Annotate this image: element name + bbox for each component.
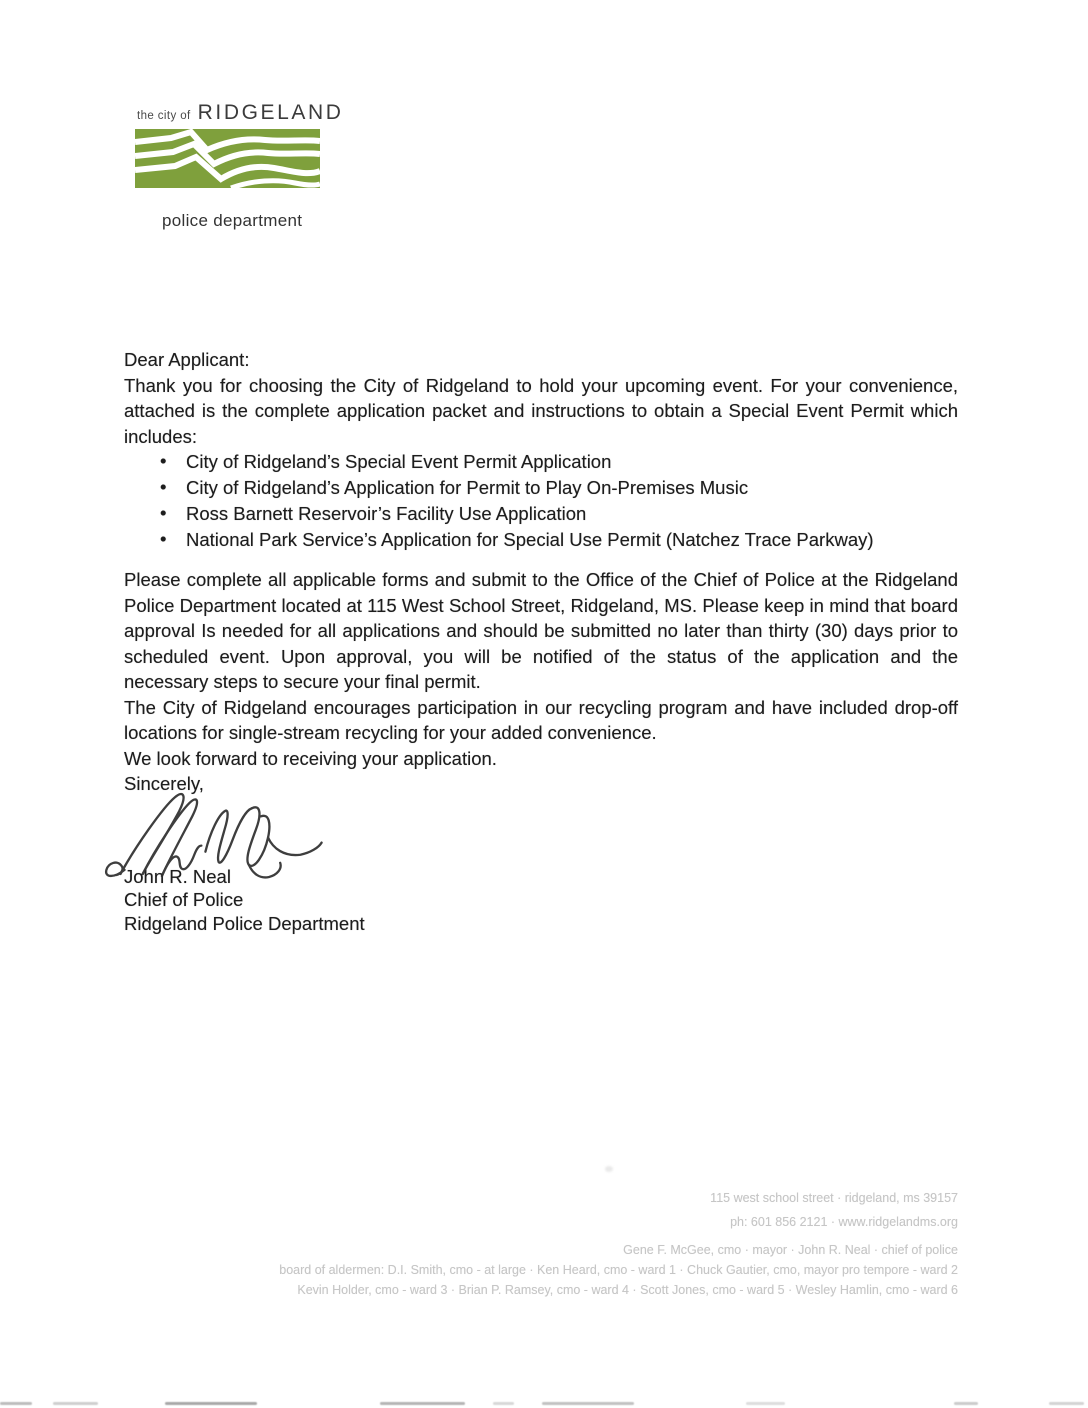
scan-artifact	[53, 1402, 98, 1405]
footer-address: 115 west school street · ridgeland, ms 39157	[710, 1191, 958, 1205]
scan-artifact	[0, 1402, 32, 1405]
scan-artifact	[493, 1402, 514, 1405]
closing-word: Sincerely,	[124, 773, 204, 794]
logo-city-name: RIDGELAND	[197, 101, 344, 124]
scan-artifact	[605, 1166, 613, 1172]
instructions-paragraph: Please complete all applicable forms and submit to the Office of the Chief of Police at the Ridgeland Police Department located at 115 West School Street, Ridgeland, MS. Please keep in mind that board approval Is needed for all applications and should be submitted no later than thirty (30) days prior to scheduled event. Upon approval, you will be notified of the status of the application and the necessary steps to secure your final permit.	[124, 569, 958, 692]
scan-artifact	[746, 1402, 785, 1405]
logo-pretitle: the city of	[137, 110, 191, 122]
footer-aldermen-line2: Kevin Holder, cmo - ward 3 · Brian P. Ramsey, cmo - ward 4 · Scott Jones, cmo - ward 5 · Wesley Hamlin, cmo - ward 6	[297, 1283, 958, 1297]
ridgeland-waves-logo-icon	[135, 129, 320, 188]
list-item: • City of Ridgeland’s Special Event Permit Application	[186, 449, 958, 475]
footer-officials: Gene F. McGee, cmo · mayor · John R. Neal · chief of police	[623, 1243, 958, 1257]
handwritten-signature	[98, 785, 330, 881]
scan-artifact	[380, 1402, 465, 1405]
letterhead-footer	[279, 1186, 958, 1300]
footer-aldermen-line1: board of aldermen: D.I. Smith, cmo - at large · Ken Heard, cmo - ward 1 · Chuck Gautier, cmo, mayor pro tempore - ward 2	[279, 1263, 958, 1277]
recycling-paragraph: The City of Ridgeland encourages participation in our recycling program and have included drop-off locations for single-stream recycling for your added convenience.	[124, 696, 958, 743]
scan-artifact	[954, 1402, 978, 1405]
signer-name: John R. Neal	[124, 865, 231, 887]
footer-contact: ph: 601 856 2121 · www.ridgelandms.org	[730, 1215, 958, 1229]
list-item: • National Park Service’s Application for Special Use Permit (Natchez Trace Parkway)	[186, 527, 958, 553]
lookforward-line: We look forward to receiving your application.	[124, 747, 497, 769]
attachment-list	[124, 449, 958, 553]
letter-body	[124, 347, 958, 935]
scan-artifact	[1049, 1402, 1084, 1405]
signer-org: Ridgeland Police Department	[124, 912, 365, 934]
salutation: Dear Applicant:	[124, 349, 250, 370]
intro-paragraph: Thank you for choosing the City of Ridgeland to hold your upcoming event. For your convenience, attached is the complete application packet and instructions to obtain a Special Event Permit which includes:	[124, 374, 958, 447]
city-logo	[135, 101, 344, 231]
signer-title: Chief of Police	[124, 889, 244, 910]
scan-artifact	[542, 1402, 634, 1405]
scan-artifact	[165, 1402, 257, 1405]
list-item: • Ross Barnett Reservoir’s Facility Use Application	[186, 501, 958, 527]
logo-department-label: police department	[162, 211, 303, 230]
list-item: • City of Ridgeland’s Application for Permit to Play On-Premises Music	[186, 475, 958, 501]
